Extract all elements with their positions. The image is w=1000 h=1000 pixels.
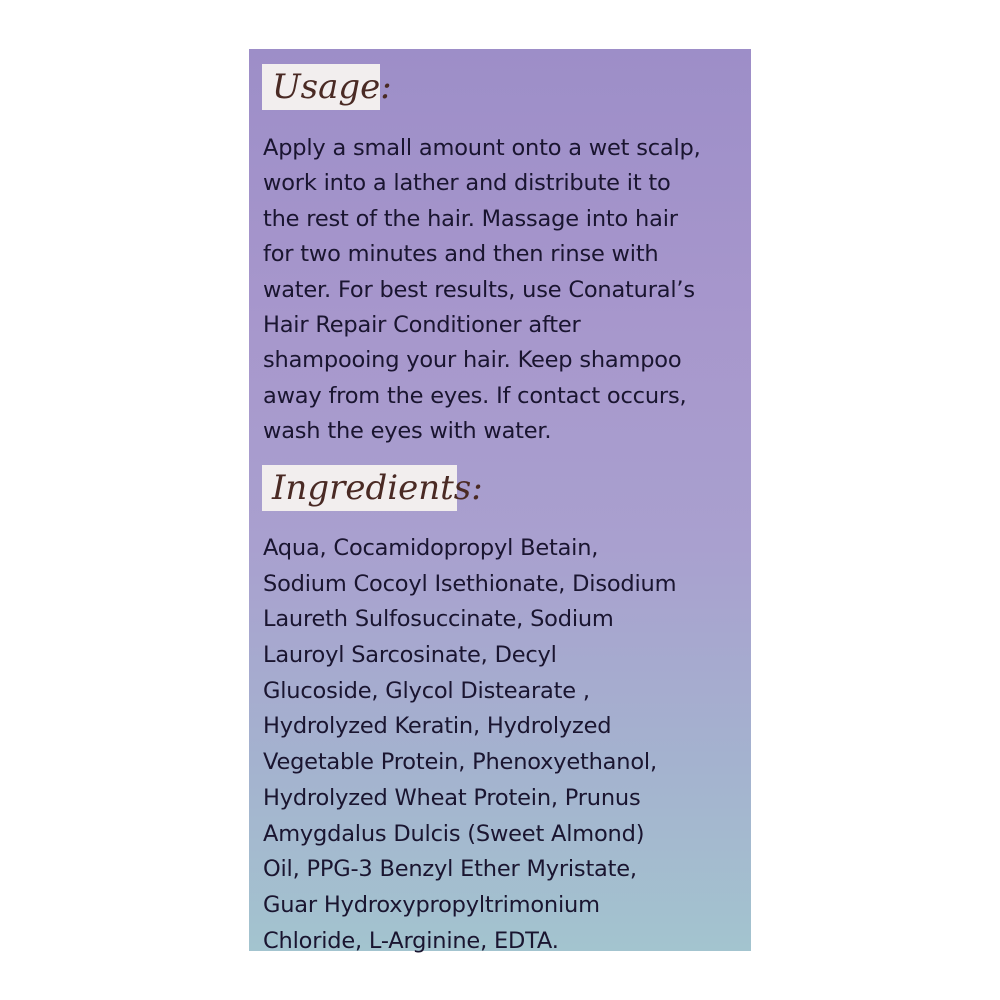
product-label-panel: [249, 49, 751, 954]
ingredients-line: Glucoside, Glycol Distearate ,: [263, 677, 590, 704]
ingredients-line: Guar Hydroxypropyltrimonium: [263, 891, 600, 918]
usage-line: Hair Repair Conditioner after: [263, 311, 581, 338]
ingredients-line: Oil, PPG-3 Benzyl Ether Myristate,: [263, 856, 637, 883]
usage-line: for two minutes and then rinse with: [263, 241, 659, 268]
usage-line: away from the eyes. If contact occurs,: [263, 382, 687, 409]
ingredients-line: Vegetable Protein, Phenoxyethanol,: [263, 749, 657, 776]
usage-line: the rest of the hair. Massage into hair: [263, 205, 678, 232]
ingredients-line: Chloride, L-Arginine, EDTA.: [263, 927, 559, 954]
usage-text: [263, 131, 749, 450]
usage-line: Apply a small amount onto a wet scalp,: [263, 135, 701, 161]
ingredients-line: Hydrolyzed Keratin, Hydrolyzed: [263, 713, 612, 740]
ingredients-heading: Ingredients:: [262, 465, 457, 511]
ingredients-line: Aqua, Cocamidopropyl Betain,: [263, 535, 599, 561]
ingredients-line: Lauroyl Sarcosinate, Decyl: [263, 642, 557, 669]
usage-line: wash the eyes with water.: [263, 418, 552, 445]
usage-line: water. For best results, use Conatural’s: [263, 276, 695, 303]
ingredients-line: Laureth Sulfosuccinate, Sodium: [263, 606, 614, 633]
usage-heading: Usage:: [262, 64, 380, 110]
ingredients-text: [263, 531, 749, 959]
usage-line: work into a lather and distribute it to: [263, 170, 671, 197]
ingredients-line: Hydrolyzed Wheat Protein, Prunus: [263, 784, 641, 811]
ingredients-line: Amygdalus Dulcis (Sweet Almond): [263, 820, 645, 847]
usage-line: shampooing your hair. Keep shampoo: [263, 347, 682, 374]
ingredients-line: Sodium Cocoyl Isethionate, Disodium: [263, 570, 677, 597]
